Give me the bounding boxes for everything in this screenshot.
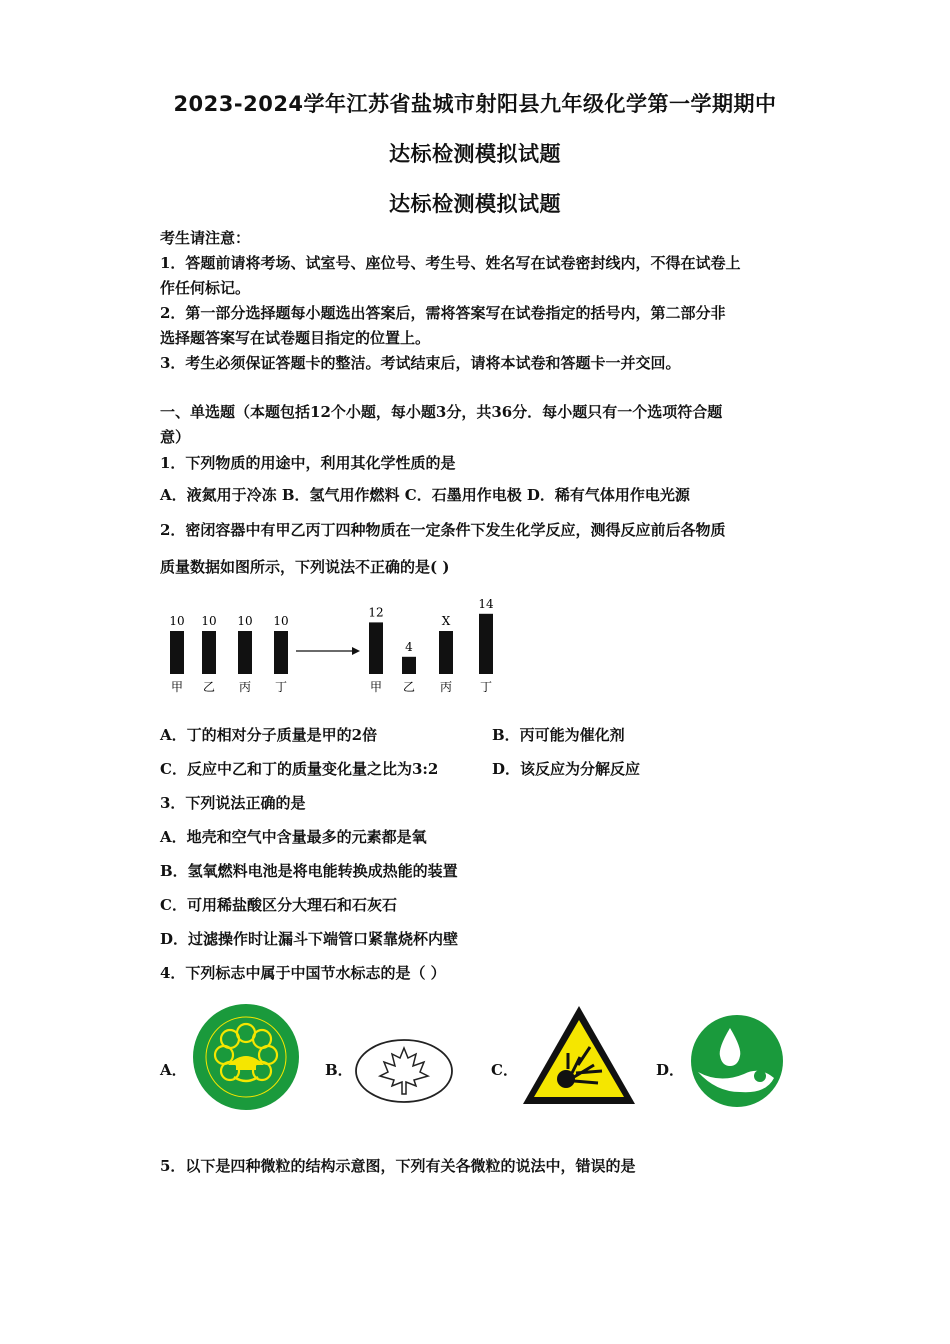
chart-bar: [479, 614, 493, 674]
q4-label-c: C．: [491, 1061, 518, 1079]
chart-data-label: X: [441, 614, 451, 628]
chart-category-label: 丁: [274, 680, 288, 694]
chart-bar: [402, 657, 416, 674]
chart-bar: [274, 631, 288, 674]
q4-label-a: A．: [160, 1061, 187, 1079]
explosive-warning-icon: [520, 1003, 638, 1107]
maple-leaf-icon: [354, 1038, 454, 1104]
chart-category-label: 丁: [479, 680, 493, 694]
chart-category-label: 丙: [238, 680, 252, 694]
doc-title-line2: 达标检测模拟试题: [389, 142, 561, 166]
china-environmental-labelling-icon: [190, 1003, 302, 1111]
q1-options: A．液氮用于冷冻 B．氢气用作燃料 C．石墨用作电极 D．稀有气体用作电光源: [160, 486, 690, 504]
chart-category-label: 丙: [439, 680, 453, 694]
chart-category-label: 甲: [170, 680, 184, 694]
q2-option-b: B．丙可能为催化剂: [492, 726, 625, 744]
chart-data-label: 12: [368, 605, 384, 620]
chart-bar: [170, 631, 184, 674]
q2-option-a: A．丁的相对分子质量是甲的2倍: [160, 726, 378, 744]
chart-category-label: 甲: [369, 680, 383, 694]
notice-item: 选择题答案写在试卷题目指定的位置上。: [160, 329, 431, 347]
chart-bar: [238, 631, 252, 674]
q2-option-c: C．反应中乙和丁的质量变化量之比为3:2: [160, 760, 439, 778]
chart-category-label: 乙: [402, 680, 416, 694]
q3-stem: 3．下列说法正确的是: [160, 794, 306, 812]
chart-bar: [369, 622, 383, 674]
chart-data-label: 10: [237, 614, 253, 628]
q5-stem: 5．以下是四种微粒的结构示意图，下列有关各微粒的说法中，错误的是: [160, 1157, 636, 1175]
section-heading-cont: 意）: [160, 428, 191, 446]
doc-title-line3: 达标检测模拟试题: [389, 192, 561, 216]
water-saving-icon: [690, 1014, 784, 1108]
section-heading: 一、单选题（本题包括12个小题，每小题3分，共36分．每小题只有一个选项符合题: [160, 403, 723, 421]
chart-data-label: 10: [273, 614, 289, 628]
chart-data-label: 10: [201, 614, 217, 628]
mass-bar-chart: [0, 590, 950, 700]
q2-stem: 2．密闭容器中有甲乙丙丁四种物质在一定条件下发生化学反应，测得反应前后各物质: [160, 521, 726, 539]
chart-before-reaction: [169, 614, 288, 694]
q3-option: A．地壳和空气中含量最多的元素都是氧: [160, 828, 427, 846]
q2-stem-cont: 质量数据如图所示，下列说法不正确的是( ): [160, 558, 450, 576]
chart-after-reaction: [368, 597, 494, 694]
chart-data-label: 10: [169, 614, 185, 628]
notice-heading: 考生请注意：: [160, 229, 251, 247]
chart-data-label: 14: [478, 596, 494, 611]
q4-label-d: D．: [656, 1061, 685, 1079]
notice-item: 2．第一部分选择题每小题选出答案后，需将答案写在试卷指定的括号内，第二部分非: [160, 304, 726, 322]
notice-item: 1．答题前请将考场、试室号、座位号、考生号、姓名写在试卷密封线内，不得在试卷上: [160, 254, 741, 272]
notice-item: 作任何标记。: [160, 279, 251, 297]
q2-option-d: D．该反应为分解反应: [492, 760, 641, 778]
chart-category-label: 乙: [202, 680, 216, 694]
chart-bar: [202, 631, 216, 674]
q3-option: B．氢氧燃料电池是将电能转换成热能的装置: [160, 862, 458, 880]
q1-stem: 1．下列物质的用途中，利用其化学性质的是: [160, 454, 456, 472]
doc-title-line1: 2023-2024学年江苏省盐城市射阳县九年级化学第一学期期中: [173, 92, 777, 116]
reaction-arrow: [296, 647, 360, 655]
q3-option: C．可用稀盐酸区分大理石和石灰石: [160, 896, 397, 914]
q4-label-b: B．: [325, 1061, 353, 1079]
notice-item: 3．考生必须保证答题卡的整洁。考试结束后，请将本试卷和答题卡一并交回。: [160, 354, 681, 372]
q3-option: D．过滤操作时让漏斗下端管口紧靠烧杯内壁: [160, 930, 459, 948]
q4-stem: 4．下列标志中属于中国节水标志的是（ ）: [160, 964, 446, 982]
chart-data-label: 4: [405, 639, 413, 654]
chart-bar: [439, 631, 453, 674]
